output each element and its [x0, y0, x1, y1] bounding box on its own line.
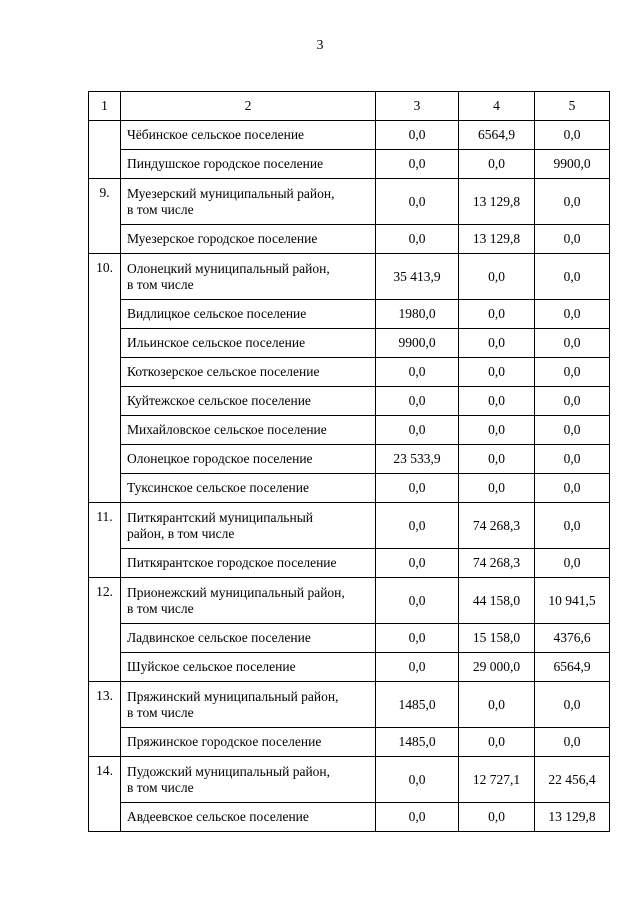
- municipality-name-line: Шуйское сельское поселение: [127, 659, 296, 674]
- value-cell-5: 6564,9: [535, 653, 610, 682]
- table-row: [89, 728, 610, 757]
- value-cell-5: 0,0: [535, 254, 610, 300]
- value-cell-3: 0,0: [376, 150, 459, 179]
- value-cell-5: 0,0: [535, 300, 610, 329]
- row-number-cell: 10.: [89, 254, 121, 503]
- table-header-row: [89, 92, 610, 121]
- municipality-name-line: в том числе: [127, 779, 194, 795]
- value-cell-3: 0,0: [376, 358, 459, 387]
- municipality-name-cell: [121, 653, 376, 682]
- table-row: [89, 474, 610, 503]
- value-cell-3: 0,0: [376, 578, 459, 624]
- value-cell-5: 0,0: [535, 728, 610, 757]
- row-number-cell: [89, 121, 121, 179]
- row-number-cell: 11.: [89, 503, 121, 578]
- value-cell-3: 0,0: [376, 179, 459, 225]
- row-number-cell: 12.: [89, 578, 121, 682]
- table-row: [89, 300, 610, 329]
- municipality-name-cell: [121, 757, 376, 803]
- value-cell-4: 0,0: [459, 329, 535, 358]
- value-cell-4: 13 129,8: [459, 225, 535, 254]
- value-cell-5: 0,0: [535, 474, 610, 503]
- value-cell-3: 0,0: [376, 121, 459, 150]
- municipality-name-line: в том числе: [127, 201, 194, 217]
- municipality-name-cell: [121, 254, 376, 300]
- column-header-2: 2: [121, 92, 376, 121]
- value-cell-3: 0,0: [376, 503, 459, 549]
- allocation-table: [88, 91, 610, 832]
- page-number: 3: [316, 38, 324, 53]
- value-cell-5: 0,0: [535, 503, 610, 549]
- municipality-name-line: Пряжинское городское поселение: [127, 734, 322, 749]
- column-header-3: 3: [376, 92, 459, 121]
- municipality-name-line: Олонецкий муниципальный район,: [127, 260, 330, 276]
- municipality-name-cell: [121, 150, 376, 179]
- municipality-name-line: Куйтежское сельское поселение: [127, 393, 311, 408]
- value-cell-5: 0,0: [535, 387, 610, 416]
- value-cell-5: 0,0: [535, 121, 610, 150]
- municipality-name-cell: [121, 416, 376, 445]
- municipality-name-line: Ильинское сельское поселение: [127, 335, 306, 350]
- value-cell-4: 0,0: [459, 254, 535, 300]
- table-row: [89, 121, 610, 150]
- municipality-name-line: Муезерское городское поселение: [127, 231, 318, 246]
- municipality-name-cell: [121, 445, 376, 474]
- table-row: [89, 225, 610, 254]
- table-row: [89, 150, 610, 179]
- row-number-cell: 14.: [89, 757, 121, 832]
- value-cell-4: 0,0: [459, 150, 535, 179]
- municipality-name-cell: [121, 682, 376, 728]
- column-header-4: 4: [459, 92, 535, 121]
- table-row: [89, 624, 610, 653]
- municipality-name-cell: [121, 503, 376, 549]
- table-row: [89, 445, 610, 474]
- table-row: [89, 803, 610, 832]
- table-row: [89, 578, 610, 624]
- value-cell-3: 0,0: [376, 387, 459, 416]
- municipality-name-line: Ладвинское сельское поселение: [127, 630, 311, 645]
- municipality-name-cell: [121, 474, 376, 503]
- table-row: [89, 757, 610, 803]
- municipality-name-line: Пиндушское городское поселение: [127, 156, 324, 171]
- value-cell-5: 0,0: [535, 329, 610, 358]
- municipality-name-line: в том числе: [127, 276, 194, 292]
- value-cell-4: 0,0: [459, 387, 535, 416]
- municipality-name-cell: [121, 179, 376, 225]
- value-cell-5: 0,0: [535, 416, 610, 445]
- table-row: [89, 254, 610, 300]
- value-cell-5: 9900,0: [535, 150, 610, 179]
- table-row: [89, 549, 610, 578]
- value-cell-3: 0,0: [376, 549, 459, 578]
- municipality-name-line: Коткозерское сельское поселение: [127, 364, 320, 379]
- municipality-name-line: Видлицкое сельское поселение: [127, 306, 307, 321]
- value-cell-3: 0,0: [376, 474, 459, 503]
- municipality-name-cell: [121, 225, 376, 254]
- value-cell-4: 0,0: [459, 300, 535, 329]
- value-cell-3: 1485,0: [376, 682, 459, 728]
- municipality-name-cell: [121, 121, 376, 150]
- municipality-name-cell: [121, 329, 376, 358]
- municipality-name-line: Туксинское сельское поселение: [127, 480, 309, 495]
- value-cell-3: 1485,0: [376, 728, 459, 757]
- municipality-name-line: Питкярантский муниципальный: [127, 509, 313, 525]
- value-cell-4: 0,0: [459, 728, 535, 757]
- value-cell-3: 0,0: [376, 624, 459, 653]
- table-body: [89, 92, 610, 832]
- municipality-name-line: Олонецкое городское поселение: [127, 451, 313, 466]
- table-row: [89, 329, 610, 358]
- municipality-name-cell: [121, 549, 376, 578]
- value-cell-3: 0,0: [376, 416, 459, 445]
- municipality-name-cell: [121, 728, 376, 757]
- table-row: [89, 682, 610, 728]
- municipality-name-line: Михайловское сельское поселение: [127, 422, 327, 437]
- municipality-name-cell: [121, 803, 376, 832]
- municipality-name-cell: [121, 387, 376, 416]
- table-row: [89, 416, 610, 445]
- value-cell-4: 74 268,3: [459, 503, 535, 549]
- value-cell-3: 23 533,9: [376, 445, 459, 474]
- row-number-cell: 13.: [89, 682, 121, 757]
- value-cell-3: 0,0: [376, 803, 459, 832]
- table-row: [89, 358, 610, 387]
- table-row: [89, 503, 610, 549]
- municipality-name-line: в том числе: [127, 600, 194, 616]
- value-cell-4: 13 129,8: [459, 179, 535, 225]
- municipality-name-line: Пряжинский муниципальный район,: [127, 688, 339, 704]
- value-cell-4: 0,0: [459, 445, 535, 474]
- value-cell-5: 0,0: [535, 179, 610, 225]
- value-cell-4: 74 268,3: [459, 549, 535, 578]
- value-cell-4: 29 000,0: [459, 653, 535, 682]
- value-cell-5: 0,0: [535, 445, 610, 474]
- municipality-name-line: Муезерский муниципальный район,: [127, 185, 335, 201]
- value-cell-3: 0,0: [376, 757, 459, 803]
- column-header-5: 5: [535, 92, 610, 121]
- table-row: [89, 179, 610, 225]
- value-cell-5: 22 456,4: [535, 757, 610, 803]
- municipality-name-cell: [121, 358, 376, 387]
- value-cell-4: 0,0: [459, 416, 535, 445]
- value-cell-5: 0,0: [535, 682, 610, 728]
- value-cell-5: 0,0: [535, 358, 610, 387]
- municipality-name-line: район, в том числе: [127, 525, 235, 541]
- value-cell-5: 0,0: [535, 225, 610, 254]
- value-cell-4: 0,0: [459, 803, 535, 832]
- value-cell-4: 0,0: [459, 358, 535, 387]
- value-cell-3: 0,0: [376, 653, 459, 682]
- value-cell-3: 9900,0: [376, 329, 459, 358]
- value-cell-5: 13 129,8: [535, 803, 610, 832]
- value-cell-4: 12 727,1: [459, 757, 535, 803]
- value-cell-5: 4376,6: [535, 624, 610, 653]
- value-cell-4: 0,0: [459, 682, 535, 728]
- municipality-name-line: Прионежский муниципальный район,: [127, 584, 345, 600]
- value-cell-5: 10 941,5: [535, 578, 610, 624]
- municipality-name-cell: [121, 300, 376, 329]
- value-cell-4: 6564,9: [459, 121, 535, 150]
- municipality-name-line: в том числе: [127, 704, 194, 720]
- value-cell-3: 35 413,9: [376, 254, 459, 300]
- municipality-name-line: Пудожский муниципальный район,: [127, 763, 331, 779]
- municipality-name-line: Авдеевское сельское поселение: [127, 809, 309, 824]
- value-cell-4: 44 158,0: [459, 578, 535, 624]
- value-cell-3: 1980,0: [376, 300, 459, 329]
- column-header-1: 1: [89, 92, 121, 121]
- value-cell-4: 0,0: [459, 474, 535, 503]
- value-cell-3: 0,0: [376, 225, 459, 254]
- municipality-name-line: Питкярантское городское поселение: [127, 555, 337, 570]
- municipality-name-cell: [121, 624, 376, 653]
- row-number-cell: 9.: [89, 179, 121, 254]
- value-cell-4: 15 158,0: [459, 624, 535, 653]
- value-cell-5: 0,0: [535, 549, 610, 578]
- table-row: [89, 653, 610, 682]
- municipality-name-line: Чёбинское сельское поселение: [127, 127, 305, 142]
- municipality-name-cell: [121, 578, 376, 624]
- table-row: [89, 387, 610, 416]
